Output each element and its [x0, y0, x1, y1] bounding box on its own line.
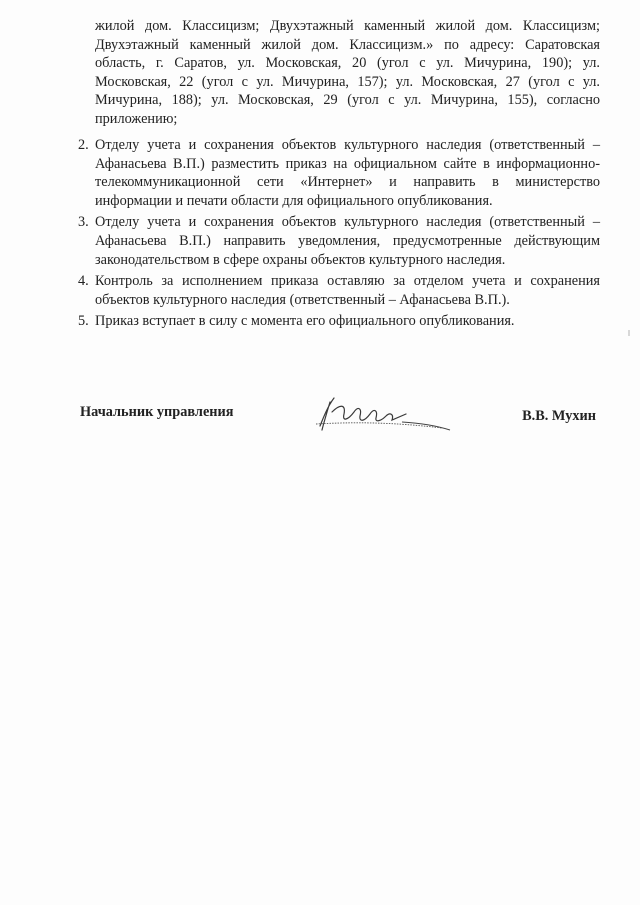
item-text: Отделу учета и сохранения объектов культурного наследия (ответственный – Афанасьева В.П.) разместить приказ на официальном сайте в информационно-телекоммуникационной сети «Интернет» и направить в министерство информации и печати области для официального опубликования. [95, 137, 600, 209]
item-number: 3. [78, 214, 89, 231]
continuation-paragraph: жилой дом. Классицизм; Двухэтажный каменный жилой дом. Классицизм; Двухэтажный каменный жилой дом. Классицизм.» по адресу: Саратовская область, г. Саратов, ул. Московская, 20 (угол с ул. Мичурина, 190); ул. Московская, 22 (угол с ул. Мичурина, 157); ул. Московская, 27 (угол с ул. Мичурина, 188); ул. Московская, 29 (угол с ул. Мичурина, 155), согласно приложению; [95, 18, 600, 127]
list-item [78, 136, 600, 210]
signature-block [80, 400, 600, 440]
item-number: 5. [78, 313, 89, 330]
item-number: 2. [78, 137, 89, 153]
position-title: Начальник управления [80, 404, 234, 420]
item-text: Приказ вступает в силу с момента его официального опубликования. [95, 313, 515, 330]
order-items-list [78, 136, 600, 334]
handwritten-signature [302, 392, 462, 436]
list-item [78, 312, 600, 331]
item-text: Отделу учета и сохранения объектов культурного наследия (ответственный – Афанасьева В.П.) направить уведомления, предусмотренные действующим законодательством в сфере охраны объектов культурного наследия. [95, 214, 600, 268]
list-item [78, 272, 600, 309]
list-item [78, 213, 600, 269]
item-text: Контроль за исполнением приказа оставляю за отделом учета и сохранения объектов культурного наследия (ответственный – Афанасьева В.П.). [95, 273, 600, 308]
signer-name: В.В. Мухин [522, 408, 596, 424]
item-number: 4. [78, 273, 89, 290]
scan-mark [628, 330, 630, 336]
